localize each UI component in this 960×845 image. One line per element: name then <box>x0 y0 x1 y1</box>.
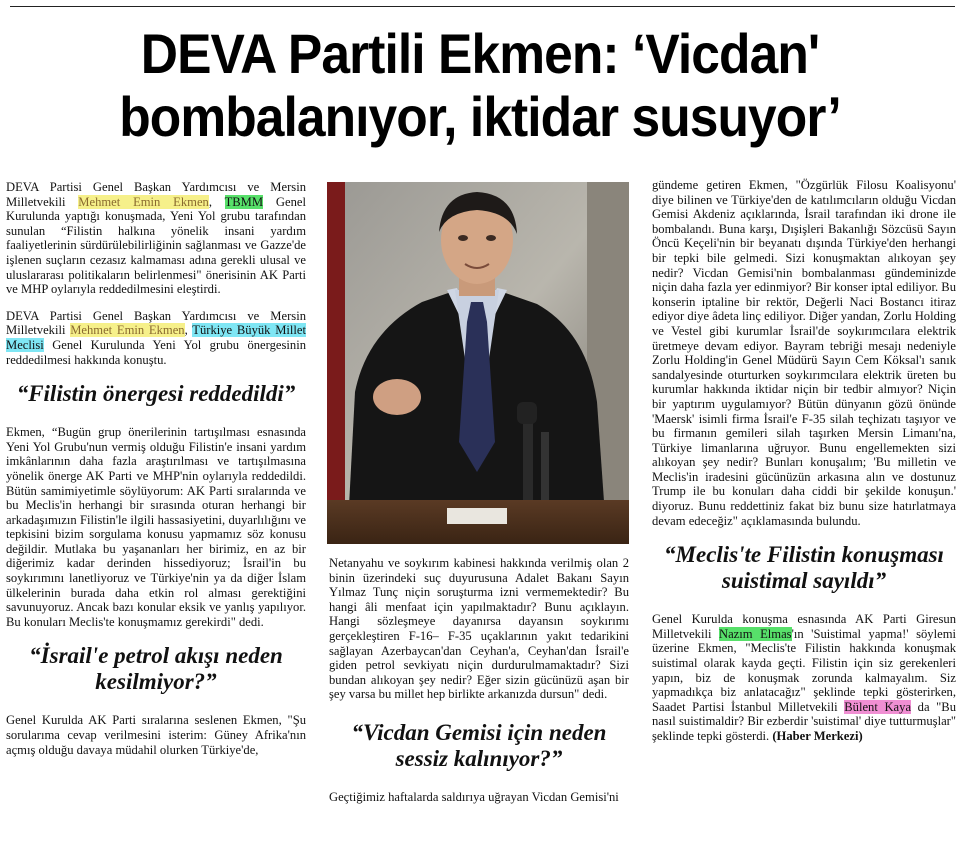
paragraph: Genel Kurulda konuşma esnasında AK Parti Giresun Milletvekili Nazım Elmas'ın 'Suistimal yapma!' söylemi üzerine Ekmen, "Meclis'te Filistin hakkında konuşmak suistimal olarak kayda geçti. Filistin için siz gerekenleri yapın, biz de konuşmak zorunda kalmayalım. Siz yapmadıkça biz anlatacağız" şeklinde tepki gösterirken, Saadet Partisi İstanbul Milletvekili Bülent Kaya da "Bu nasıl suistimaldir? Bir ezberdir 'suistimal' diye tutturmuşlar" şeklinde tepki gösterdi. (Haber Merkezi) <box>652 612 957 743</box>
paragraph: DEVA Partisi Genel Başkan Yardımcısı ve Mersin Milletvekili Mehmet Emin Ekmen, TBMM Genel Kurulunda yaptığı konuşmada, Yeni Yol grubu tarafından sunulan “Filistin halkına yönelik insani yardım faaliyetlerinin sürdürülebilirliğinin sağlanması ve Gazze'de işlenen suçların cezasız kalmaması adına gerekli ulusal ve uluslararası politikaların belirlenmesi" önerisinin AK Parti ve MHP oylarıyla reddedilmesini eleştirdi. <box>6 180 306 297</box>
highlighted-name: Mehmet Emin Ekmen <box>78 194 209 209</box>
top-rule <box>10 6 955 7</box>
highlighted-name: Mehmet Emin Ekmen <box>70 323 185 338</box>
headline-line-2: bombalanıyor, iktidar susuyor’ <box>119 85 841 148</box>
highlighted-name: Nazım Elmas <box>719 626 792 641</box>
paragraph: gündeme getiren Ekmen, "Özgürlük Filosu Koalisyonu' diye bilinen ve Türkiye'den de katılımcıların olduğu Vicdan Gemisi Akdeniz açıklarında, İsrail tarafından iki drone ile bombalandı. Buna karşı, Dışişleri Bakanlığı Sözcüsü Sayın Öncü Keçeli'nin bir beyanatı dışında Türkiye'den herhangi bir tepki bile gelmedi. Sizi konuşmaktan alıkoyan şey nedir? Vicdan Gemisi'nin bombalanması gündeminizde niçin daha fazla yer edinmiyor? Bir konser iptal ediliyor. Bu konserin iptaline bir rektör, Değerli Naci Bostancı itiraz ediyor diye âdeta linç ediliyor. Diğer yandan, Zorlu Holding ve Vestel gibi kurumlar İsrail'de soykırımcılara elektrik üretmeye devam ediyor. Bayram tebriği mesajı nedeniyle Zorlu Holding'in Genel Müdürü Sayın Cem Köksal'ı sanık sandalyesinde oturturken soykırımcılara elektrik üreten bu kurumlar hakkında iktidar niçin bir tedbir almıyor? Niçin bir yaptırım uygulamıyor? Bütün dünyanın gözü önünde 'Maersk' isimli firma İsrail'e F-35 silah teçhizatı taşıyor ve bu firmanın gemileri silah taşırken Mersin Limanı'na, Türkiye limanlarına uğruyor. Bunu engellemekten sizi alıkoyan şey nedir? Bunları konuşalım; 'Bu milletin ve Meclis'in iradesini gücünüzün arkasına alın ve dostunuz Trump ile bu konuları daha ciddi bir şekilde konuşun.' diyoruz. Bunu reddettiniz fakat biz bunu size hatırlatmaya devam edeceğiz" açıklamasında bulundu. <box>652 178 956 528</box>
highlighted-name: Bülent Kaya <box>844 699 912 714</box>
highlighted-parliament: Türkiye Büyük Millet Meclisi <box>6 323 306 352</box>
column-2 <box>329 556 629 817</box>
paragraph: Netanyahu ve soykırım kabinesi hakkında verilmiş olan 2 binin üzerindeki suç duyurusuna Adalet Bakanı Sayın Yılmaz Tunç niçin soruşturma izni vermemektedir? Bu hangi âli menfaat için yapılmaktadır? Bunu açıklayın. Hangi sözleşmeye dayanırsa dayansın soykırımı gerçekleştiren F-16– F-35 uçaklarının yakıt tedarikini sağlayan Azerbaycan'dan Ceyhan'a, Ceyhan'dan İsrail'e giden petrol sevkiyatı niçin durdurulmamaktadır? Sizi bundan alıkoyan şey nedir? Eğer sizin gücünüzü aşan bir şey varsa bu millet hep birlikte arkanızda dursun" dedi. <box>329 556 629 702</box>
paragraph: DEVA Partisi Genel Başkan Yardımcısı ve Mersin Milletvekili Mehmet Emin Ekmen, Türkiye Büyük Millet Meclisi Genel Kurulunda Yeni Yol grubu önergesinin reddedilmesi hakkında konuştu. <box>6 308 306 367</box>
speaker-photo <box>327 182 629 544</box>
paragraph: Ekmen, “Bugün grup önerilerinin tartışılması esnasında Yeni Yol Grubu'nun vermiş olduğu Filistin'e insani yardım imkânlarının daha fazla araştırılması ve tartışılmasına yönelik önerge AK Parti ve MHP'nin oylarıyla reddedildi. Bütün samimiyetimle söylüyorum: AK Parti sıralarında ve bu Meclis'in herhangi bir sırasında oturan herhangi bir arkadaşımızın Filistin'le ilgili hassasiyetini, duyarlılığını ve tepkisini bizim sorgulama konusu yapmamız söz konusu değildir. Mutlaka bu yaşananları her birimiz, en az bir diğerimiz kadar derinden hissediyoruz; İsrail'in bu soykırımını lanetliyoruz ve Türkiye'nin ya da diğer İslam ülkelerinin burada daha etkin rol alması gerektiğini savunuyoruz. Ancak bazı konular eksik ve yanlış yapılıyor. Bu konuları Meclis'te konuşmamız gerekirdi" dedi. <box>6 425 306 629</box>
subheading: “Filistin önergesi reddedildi” <box>16 381 296 407</box>
headline-line-1: DEVA Partili Ekmen: ‘Vicdan' <box>140 22 820 85</box>
headline <box>38 22 921 148</box>
subheading: “Vicdan Gemisi için neden sessiz kalınıyor?” <box>351 719 607 771</box>
column-1 <box>6 180 306 769</box>
highlighted-tbmm: TBMM <box>224 194 264 209</box>
paragraph: Genel Kurulda AK Parti sıralarına seslenen Ekmen, "Şu sorularıma cevap verilmesini isterim: Güney Afrika'nın açmış olduğu davaya müdahil olurken Türkiye'de, <box>6 713 306 757</box>
subheading: “Meclis'te Filistin konuşması suistimal sayıldı” <box>664 542 944 594</box>
subheading: “İsrail'e petrol akışı neden kesilmiyor?” <box>29 643 283 695</box>
column-3 <box>652 178 956 756</box>
source-credit: (Haber Merkezi) <box>772 729 863 743</box>
paragraph: Geçtiğimiz haftalarda saldırıya uğrayan Vicdan Gemisi'ni <box>329 789 619 804</box>
